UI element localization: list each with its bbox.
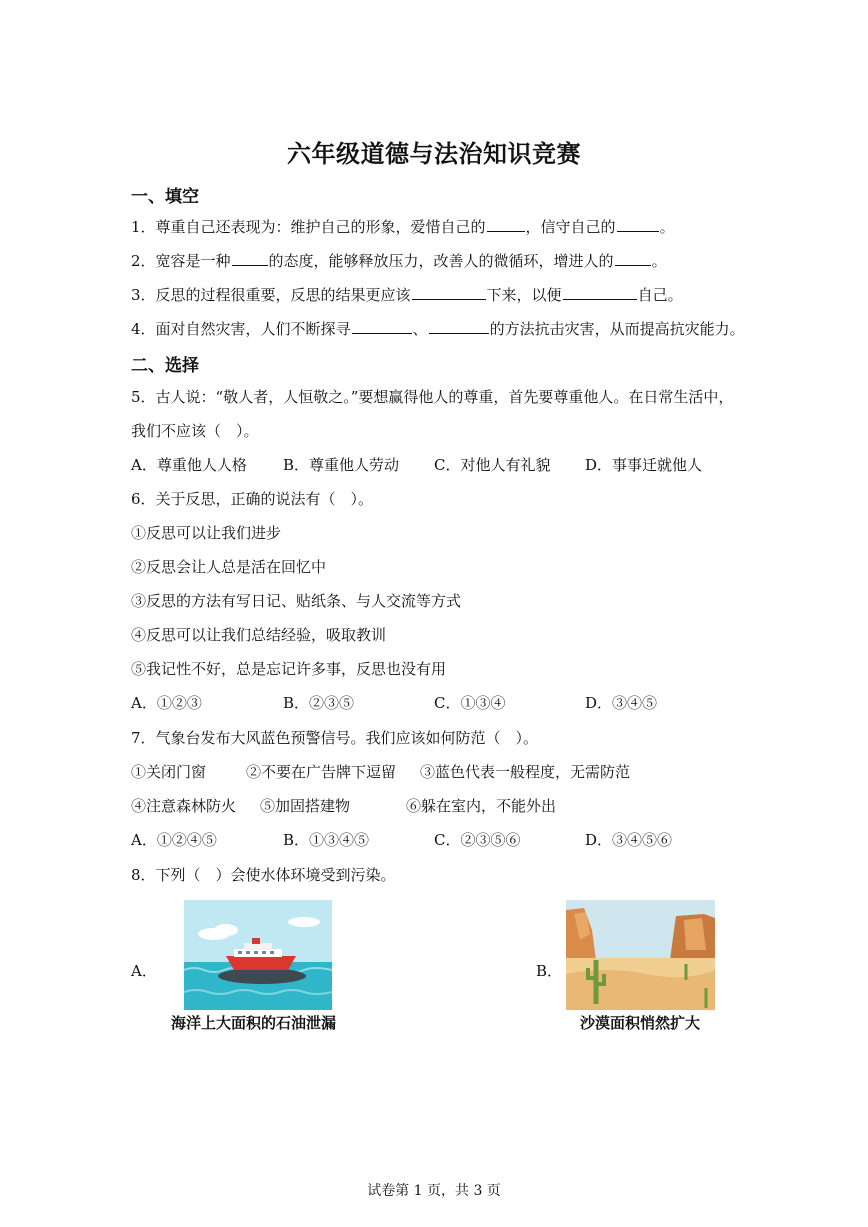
question-7-stem: 7．气象台发布大风蓝色预警信号。我们应该如何防范（ ）。: [131, 729, 539, 747]
statement-item: ②不要在广告牌下逗留: [246, 763, 397, 781]
option-d[interactable]: D．③④⑤: [585, 694, 658, 712]
option-b-caption: 沙漠面积悄然扩大: [580, 1014, 701, 1032]
option-d[interactable]: D．③④⑤⑥: [585, 831, 673, 849]
answer-blank[interactable]: [563, 284, 637, 300]
option-a[interactable]: A．①②③: [131, 694, 202, 712]
question-4: 4．面对自然灾害，人们不断探寻 、 的方法抗击灾害，从而提高抗灾能力。: [131, 320, 745, 338]
option-b[interactable]: B．尊重他人劳动: [283, 456, 400, 474]
question-6-stem: 6．关于反思，正确的说法有（ ）。: [131, 490, 374, 508]
option-b-label[interactable]: B．: [536, 962, 563, 980]
option-b[interactable]: B．①③④⑤: [283, 831, 370, 849]
question-8-stem: 8．下列（ ）会使水体环境受到污染。: [131, 866, 396, 884]
desert-image[interactable]: [566, 900, 715, 1010]
question-5-stem-cont: 我们不应该（ ）。: [131, 422, 259, 440]
option-d[interactable]: D．事事迁就他人: [585, 456, 703, 474]
statement-item: ⑥躲在室内，不能外出: [406, 797, 557, 815]
desert-illustration: [566, 900, 715, 1010]
statement-item: ⑤我记性不好，总是忘记许多事，反思也没有用: [131, 660, 447, 678]
statement-item: ③反思的方法有写日记、贴纸条、与人交流等方式: [131, 592, 462, 610]
option-a-label[interactable]: A．: [131, 962, 157, 980]
answer-blank[interactable]: [412, 284, 486, 300]
oil-spill-ship-image[interactable]: [184, 900, 332, 1010]
question-1: 1．尊重自己还表现为：维护自己的形象，爱惜自己的 ，信守自己的 。: [131, 218, 675, 236]
section-choice: 二、选择: [131, 356, 199, 376]
page-footer: 试卷第 1 页，共 3 页: [367, 1183, 501, 1199]
section-fill-blank: 一、填空: [131, 187, 199, 207]
question-2: 2．宽容是一种 的态度，能够释放压力，改善人的微循环，增进人的 。: [131, 252, 667, 270]
answer-blank[interactable]: [232, 250, 268, 266]
option-a[interactable]: A．①②④⑤: [131, 831, 217, 849]
statement-item: ④注意森林防火: [131, 797, 237, 815]
statement-item: ③蓝色代表一般程度，无需防范: [420, 763, 631, 781]
answer-blank[interactable]: [352, 318, 412, 334]
statement-item: ②反思会让人总是活在回忆中: [131, 558, 327, 576]
option-a[interactable]: A．尊重他人人格: [131, 456, 247, 474]
statement-item: ④反思可以让我们总结经验，吸取教训: [131, 626, 387, 644]
answer-blank[interactable]: [617, 216, 659, 232]
oil-spill-ship-illustration: [184, 900, 332, 1010]
statement-item: ①关闭门窗: [131, 763, 207, 781]
answer-blank[interactable]: [615, 250, 651, 266]
option-a-caption: 海洋上大面积的石油泄漏: [171, 1014, 337, 1032]
statement-item: ①反思可以让我们进步: [131, 524, 282, 542]
option-b[interactable]: B．②③⑤: [283, 694, 355, 712]
page-title: 六年级道德与法治知识竞赛: [287, 139, 581, 168]
option-c[interactable]: C．②③⑤⑥: [434, 831, 521, 849]
statement-item: ⑤加固搭建物: [260, 797, 351, 815]
option-c[interactable]: C．对他人有礼貌: [434, 456, 551, 474]
answer-blank[interactable]: [429, 318, 489, 334]
question-3: 3．反思的过程很重要，反思的结果更应该 下来，以便 自己。: [131, 286, 683, 304]
question-5-stem: 5．古人说：“敬人者，人恒敬之。”要想赢得他人的尊重，首先要尊重他人。在日常生活中，: [131, 388, 734, 406]
answer-blank[interactable]: [487, 216, 525, 232]
option-c[interactable]: C．①③④: [434, 694, 506, 712]
